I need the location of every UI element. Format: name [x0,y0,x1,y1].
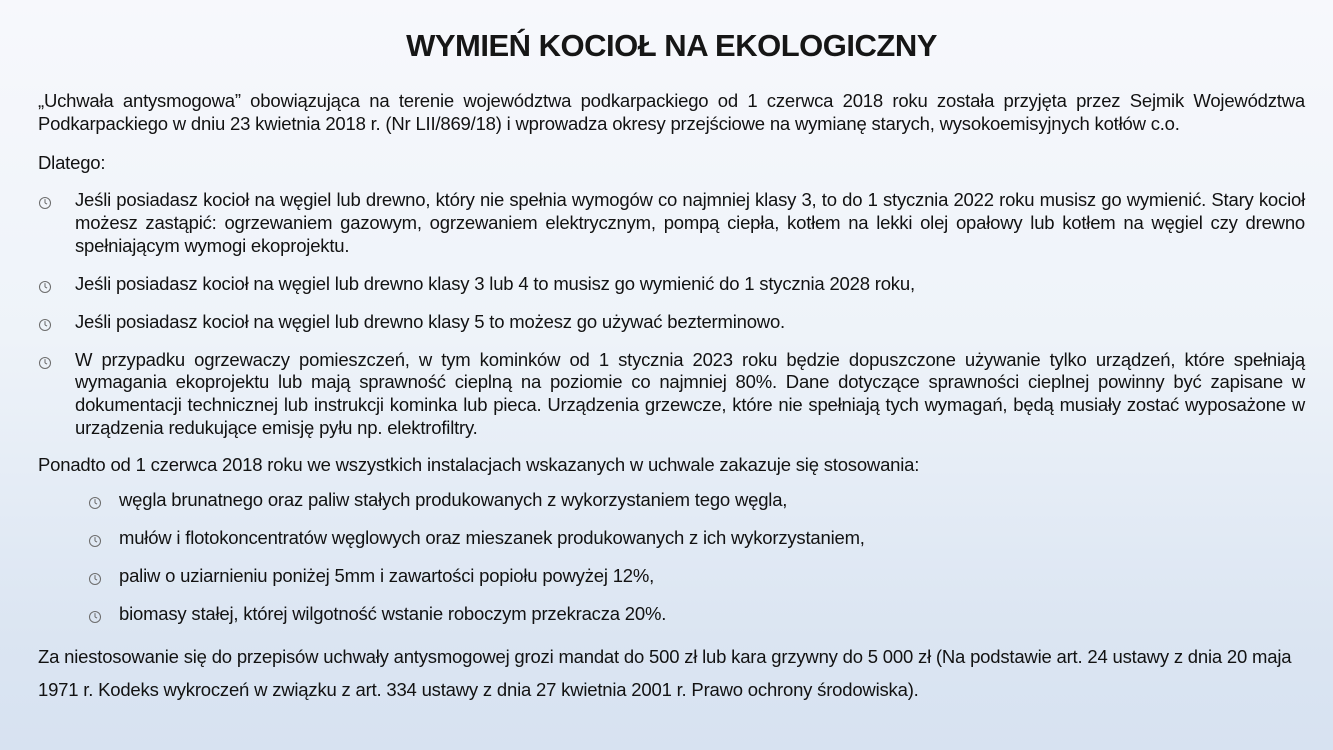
intro-paragraph: „Uchwała antysmogowa” obowiązująca na terenie województwa podkarpackiego od 1 czerwca 2018 roku została przyjęta przez Sejmik Województwa Podkarpackiego w dniu 23 kwietnia 2018 r. (Nr LII/869/18) i wprowadza okresy przejściowe na wymianę starych, wysokoemisyjnych kotłów c.o. [38,90,1305,134]
clock-icon [38,315,52,329]
ban-intro-paragraph: Ponadto od 1 czerwca 2018 roku we wszystkich instalacjach wskazanych w uchwale zakazuje się stosowania: [38,454,920,476]
clock-icon [88,531,102,545]
page-title: WYMIEŃ KOCIOŁ NA EKOLOGICZNY [406,28,937,63]
list-item [38,273,1305,296]
banned-fuel-text: biomasy stałej, której wilgotność wstanie roboczym przekracza 20%. [119,603,667,624]
clock-icon [88,569,102,583]
list-item [88,603,1305,626]
banned-fuel-text: węgla brunatnego oraz paliw stałych produkowanych z wykorzystaniem tego węgla, [119,489,788,511]
banned-fuel-text: mułów i flotokoncentratów węglowych oraz mieszanek produkowanych z ich wykorzystaniem, [119,527,865,549]
therefore-label: Dlatego: [38,151,106,173]
list-item [88,489,1305,512]
list-item [38,189,1305,258]
penalty-paragraph: Za niestosowanie się do przepisów uchwały antysmogowej grozi mandat do 500 zł lub kara grzywny do 5 000 zł (Na podstawie art. 24 ustawy z dnia 20 maja 1971 r. Kodeks wykroczeń w związku z art. 334 ustawy z dnia 27 kwietnia 2001 r. Prawo ochrony środowiska). [38,645,1292,700]
list-item [88,565,1305,588]
rule-text: Jeśli posiadasz kocioł na węgiel lub drewno klasy 3 lub 4 to musisz go wymienić do 1 stycznia 2028 roku, [75,272,915,294]
clock-icon [38,353,52,367]
rule-text: Jeśli posiadasz kocioł na węgiel lub drewno, który nie spełnia wymogów co najmniej klasy 3, to do 1 stycznia 2022 roku musisz go wymienić. Stary kocioł możesz zastąpić: ogrzewaniem gazowym, ogrzewaniem elektrycznym, pompą ciepła, kotłem na lekki olej opałowy lub kotłem na węgiel czy drewno spełniającym wymogi ekoprojektu. [75,188,1305,256]
banned-fuel-text: paliw o uziarnieniu poniżej 5mm i zawartości popiołu powyżej 12%, [119,565,655,587]
rule-text: W przypadku ogrzewaczy pomieszczeń, w tym kominków od 1 stycznia 2023 roku będzie dopuszczone używanie tylko urządzeń, które spełniają wymagania ekoprojektu lub mają sprawność cieplną na poziomie co najmniej 80%. Dane dotyczące sprawności cieplnej powinny być zapisane w dokumentacji technicznej lub instrukcji kominka lub pieca. Urządzenia grzewcze, które nie spełniają tych wymagań, będą musiały zostać wyposażone w urządzenia redukujące emisję pyłu np. elektrofiltry. [75,348,1305,439]
clock-icon [38,193,52,207]
list-item [88,527,1305,550]
rules-list [38,189,1305,440]
list-item [38,349,1305,441]
rule-text: Jeśli posiadasz kocioł na węgiel lub drewno klasy 5 to możesz go używać bezterminowo. [75,310,785,332]
list-item [38,311,1305,334]
clock-icon [38,277,52,291]
banned-fuels-list [88,489,1305,626]
clock-icon [88,493,102,507]
clock-icon [88,607,102,621]
